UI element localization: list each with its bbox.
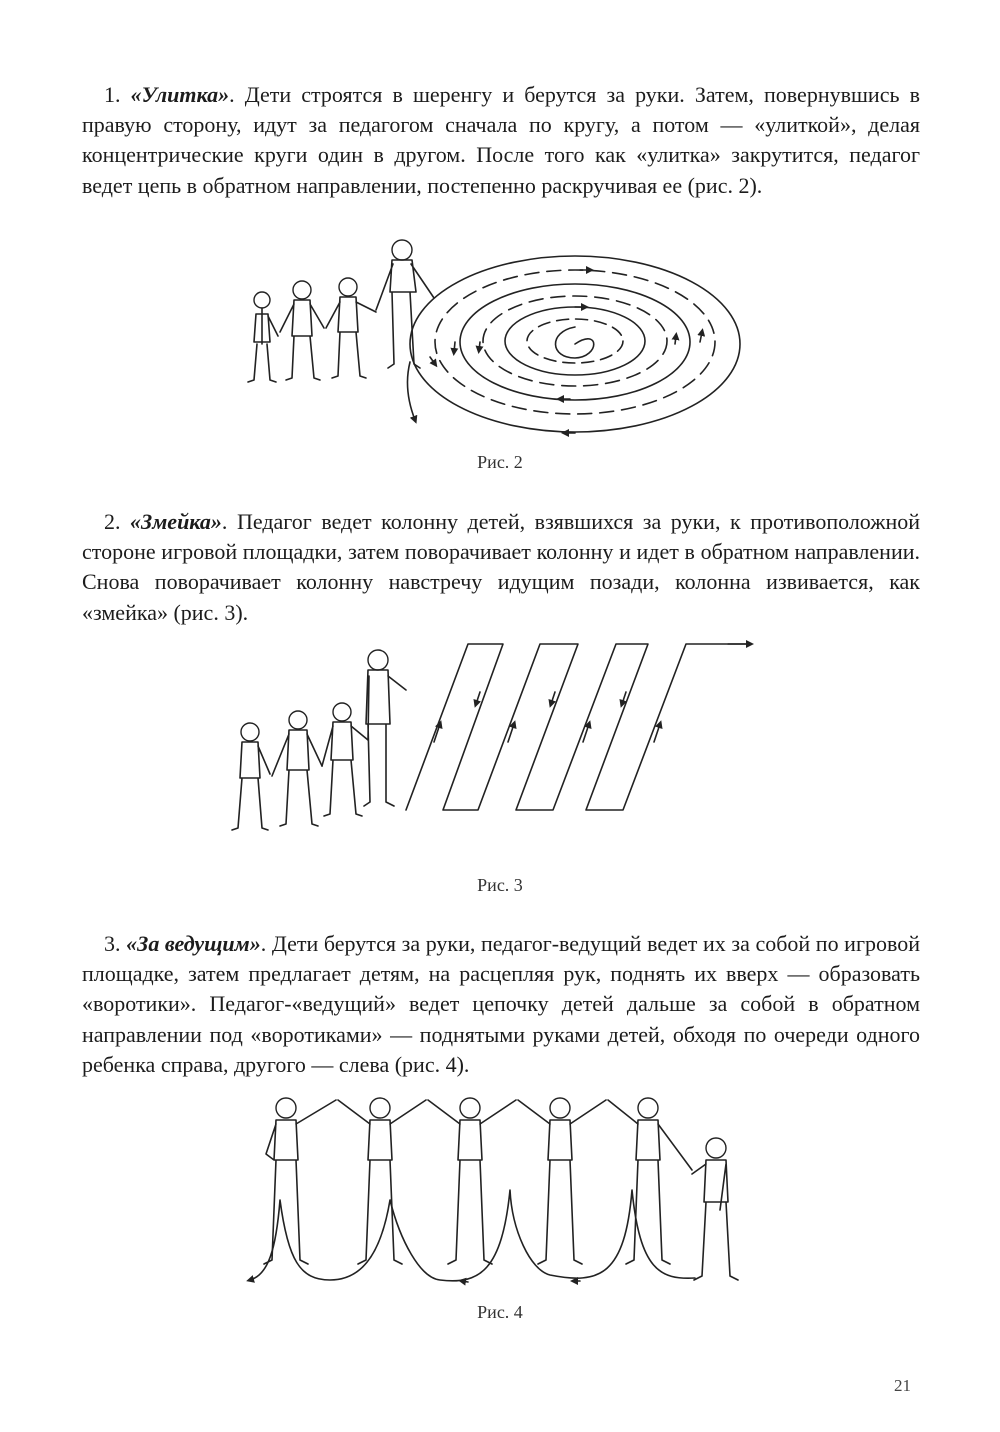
figure-children-row [248, 240, 434, 382]
paragraph-zmeika [82, 507, 920, 628]
gates-path [250, 1190, 695, 1282]
child-figure [248, 292, 278, 382]
figure-snail [230, 232, 760, 452]
child-figure [326, 278, 376, 378]
teacher-figure [376, 240, 434, 368]
child-figure [518, 1098, 606, 1264]
figure-children-column [232, 650, 406, 830]
figure-snake [228, 632, 768, 852]
child-figure [232, 723, 270, 830]
child-figure [322, 703, 368, 816]
teacher-figure [364, 650, 406, 806]
paragraph-za-veduschim [82, 929, 920, 1080]
child-figure [280, 281, 324, 380]
snail-spiral [408, 256, 740, 433]
section-title: «Улитка» [130, 82, 230, 107]
section-title: «За ведущим» [126, 931, 261, 956]
section-number: 3. [104, 931, 121, 956]
section-text: . Педагог ведет колонну детей, взявшихся за руки, к противоположной стороне игровой площадки, затем поворачивает колонну и идет в обратном направлении. Снова поворачивает колонну навстречу идущим позади, колонна извивается, как «змейка» (рис. 3). [82, 509, 920, 625]
page-number: 21 [894, 1376, 911, 1395]
teacher-figure [692, 1138, 738, 1280]
section-title: «Змейка» [130, 509, 222, 534]
figure-gates [240, 1090, 760, 1300]
child-figure [608, 1098, 692, 1264]
section-text: . Дети строятся в шеренгу и берутся за руки. Затем, повернувшись в правую сторону, идут за педагогом сначала по кругу, а потом — «улиткой», делая концентрические круги один в другом. После того как «улитка» закрутится, педагог ведет цепь в обратном направлении, постепенно раскручивая ее (рис. 2). [82, 82, 920, 198]
figure-caption: Рис. 4 [477, 1302, 523, 1322]
child-figure [272, 711, 322, 826]
section-text: . Дети берутся за руки, педагог-ведущий ведет их за собой по игровой площадке, затем предлагает детям, на расцепляя рук, поднять их вверх — образовать «воротики». Педагог-«ведущий» ведет цепочку детей дальше за собой в обратном направлении под «воротиками» — поднятыми руками детей, обходя по очереди одного ребенка справа, другого — слева (рис. 4). [82, 931, 920, 1077]
figure-caption: Рис. 2 [477, 452, 523, 472]
section-number: 1. [104, 82, 121, 107]
section-number: 2. [104, 509, 121, 534]
figure-children-gates [264, 1098, 738, 1280]
child-figure [338, 1098, 426, 1264]
figure-caption: Рис. 3 [477, 875, 523, 895]
paragraph-ulitka [82, 80, 920, 201]
child-figure [428, 1098, 516, 1264]
snake-path [406, 644, 750, 810]
